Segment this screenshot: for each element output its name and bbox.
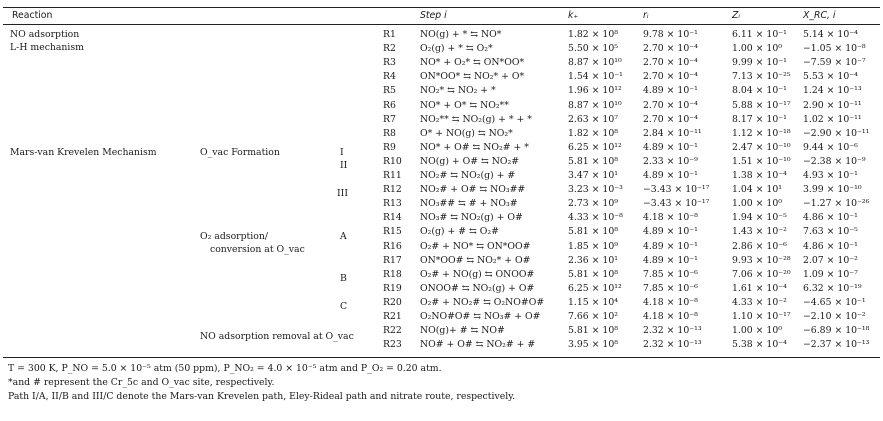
footnote-sites: *and # represent the Cr_5c and O_vac site, respectively. (8, 377, 275, 388)
row-ri: 4.18 × 10⁻⁸ (643, 311, 698, 322)
row-kplus: 7.66 × 10² (568, 311, 618, 322)
row-xrc: 4.93 × 10⁻¹ (803, 170, 858, 181)
row-ri: 9.78 × 10⁻¹ (643, 29, 698, 40)
row-ri: 4.18 × 10⁻⁸ (643, 212, 698, 224)
row-step: NO* + O* ⇆ NO₂** (420, 99, 509, 111)
row-kplus: 5.50 × 10⁵ (568, 43, 618, 55)
row-ri: 2.70 × 10⁻⁴ (643, 43, 698, 55)
path-III: III (337, 188, 349, 199)
row-id: R4 (383, 71, 396, 83)
row-id: R20 (383, 296, 402, 308)
row-ri: 7.85 × 10⁻⁶ (643, 268, 698, 280)
row-kplus: 1.82 × 10⁸ (568, 29, 618, 40)
row-step: NO₂# + O# ⇆ NO₃## (420, 184, 526, 196)
path-II: II (340, 160, 348, 171)
row-kplus: 6.25 × 10¹² (568, 282, 622, 294)
row-step: NO# + O# ⇆ NO₂# + # (420, 339, 536, 351)
row-zi: 4.33 × 10⁻² (732, 296, 787, 308)
row-step: O₂(g) + * ⇆ O₂* (420, 43, 493, 55)
row-id: R9 (383, 141, 396, 153)
row-xrc: −2.37 × 10⁻¹³ (803, 339, 870, 351)
row-xrc: −1.27 × 10⁻²⁶ (803, 198, 870, 210)
row-kplus: 1.96 × 10¹² (568, 85, 622, 97)
row-ri: 7.85 × 10⁻⁶ (643, 282, 698, 294)
row-ri: 2.84 × 10⁻¹¹ (643, 127, 702, 139)
row-id: R7 (383, 113, 396, 125)
footnote-paths: Path I/A, II/B and III/C denote the Mars-van Krevelen path, Eley-Rideal path and nitrate route, respectively. (8, 391, 516, 402)
row-kplus: 2.63 × 10⁷ (568, 113, 618, 125)
row-id: R13 (383, 198, 402, 210)
row-step: NO* + O₂* ⇆ ON*OO* (420, 57, 525, 69)
header-kplus: k₊ (568, 10, 579, 21)
row-xrc: 3.99 × 10⁻¹⁰ (803, 184, 862, 196)
row-zi: 7.06 × 10⁻²⁰ (732, 268, 791, 280)
row-ri: 4.89 × 10⁻¹ (643, 170, 698, 181)
row-ri: 4.89 × 10⁻¹ (643, 254, 698, 266)
row-zi: 1.00 × 10⁰ (732, 43, 782, 55)
row-step: NO(g)+ # ⇆ NO# (420, 325, 505, 337)
row-id: R5 (383, 85, 396, 97)
row-ri: −3.43 × 10⁻¹⁷ (643, 184, 710, 196)
row-ri: 2.33 × 10⁻⁹ (643, 155, 698, 167)
row-kplus: 3.95 × 10⁸ (568, 339, 618, 351)
row-xrc: 1.02 × 10⁻¹¹ (803, 113, 862, 125)
row-zi: 1.10 × 10⁻¹⁷ (732, 311, 791, 322)
path-B: B (340, 273, 347, 284)
header-reaction: Reaction (12, 10, 53, 21)
row-step: O* + NO(g) ⇆ NO₂* (420, 127, 513, 139)
row-kplus: 1.15 × 10⁴ (568, 296, 618, 308)
header-zi: Zᵢ (732, 10, 741, 21)
row-kplus: 1.82 × 10⁸ (568, 127, 618, 139)
row-xrc: 4.86 × 10⁻¹ (803, 212, 858, 224)
row-step: O₂# + NO₂# ⇆ O₂NO#O# (420, 296, 545, 308)
row-xrc: 6.32 × 10⁻¹⁹ (803, 282, 862, 294)
row-id: R15 (383, 226, 402, 238)
row-id: R16 (383, 240, 402, 252)
path-C: C (340, 301, 348, 312)
path-A: A (340, 231, 347, 242)
row-xrc: −6.89 × 10⁻¹⁸ (803, 325, 870, 337)
row-zi: 1.00 × 10⁰ (732, 198, 782, 210)
row-zi: 1.04 × 10¹ (732, 184, 782, 196)
row-step: O₂(g) + # ⇆ O₂# (420, 226, 499, 238)
section-o2-conversion: conversion at O_vac (210, 244, 305, 255)
row-ri: 4.89 × 10⁻¹ (643, 141, 698, 153)
row-kplus: 3.47 × 10¹ (568, 170, 618, 181)
row-id: R22 (383, 325, 402, 337)
row-id: R21 (383, 311, 402, 322)
row-ri: 2.32 × 10⁻¹³ (643, 339, 702, 351)
header-step: Step i (420, 10, 447, 21)
row-id: R6 (383, 99, 396, 111)
path-I: I (340, 147, 344, 158)
row-xrc: 5.53 × 10⁻⁴ (803, 71, 858, 83)
row-xrc: 5.14 × 10⁻⁴ (803, 29, 858, 40)
row-step: ON*OO# ⇆ NO₂* + O# (420, 254, 531, 266)
header-xrc: X_RC, i (803, 10, 836, 21)
row-id: R3 (383, 57, 396, 69)
row-xrc: 1.09 × 10⁻⁷ (803, 268, 858, 280)
row-id: R17 (383, 254, 402, 266)
row-zi: 9.93 × 10⁻²⁸ (732, 254, 791, 266)
row-id: R11 (383, 170, 402, 181)
row-step: ONOO# ⇆ NO₂(g) + O# (420, 282, 535, 294)
row-xrc: 2.07 × 10⁻² (803, 254, 858, 266)
row-zi: 8.04 × 10⁻¹ (732, 85, 787, 97)
row-kplus: 8.87 × 10¹⁰ (568, 57, 622, 69)
row-step: O₂# + NO* ⇆ ON*OO# (420, 240, 531, 252)
bottom-rule (3, 357, 880, 358)
row-kplus: 1.54 × 10⁻¹ (568, 71, 623, 83)
row-ri: 4.18 × 10⁻⁸ (643, 296, 698, 308)
row-ri: 4.89 × 10⁻¹ (643, 226, 698, 238)
row-xrc: 1.24 × 10⁻¹³ (803, 85, 862, 97)
row-zi: 1.43 × 10⁻² (732, 226, 787, 238)
row-id: R14 (383, 212, 402, 224)
row-ri: 4.89 × 10⁻¹ (643, 85, 698, 97)
header-rule (3, 24, 880, 25)
group-lh-mechanism: L-H mechanism (10, 42, 84, 53)
row-step: NO₂** ⇆ NO₂(g) + * + * (420, 113, 532, 125)
row-step: NO₃# ⇆ NO₂(g) + O# (420, 212, 523, 224)
row-kplus: 2.36 × 10¹ (568, 254, 618, 266)
row-xrc: −4.65 × 10⁻¹ (803, 296, 866, 308)
row-step: O₂NO#O# ⇆ NO₃# + O# (420, 311, 541, 322)
row-id: R23 (383, 339, 402, 351)
row-zi: 1.51 × 10⁻¹⁰ (732, 155, 791, 167)
row-step: O₂# + NO(g) ⇆ ONOO# (420, 268, 535, 280)
row-step: NO₂* ⇆ NO₂ + * (420, 85, 496, 97)
row-xrc: 4.86 × 10⁻¹ (803, 240, 858, 252)
row-kplus: 5.81 × 10⁸ (568, 155, 618, 167)
footnote-conditions: T = 300 K, P_NO = 5.0 × 10⁻⁵ atm (50 ppm), P_NO₂ = 4.0 × 10⁻⁵ atm and P_O₂ = 0.20 atm. (8, 363, 442, 374)
row-step: NO(g) + O# ⇆ NO₂# (420, 155, 520, 167)
row-kplus: 1.85 × 10⁹ (568, 240, 618, 252)
row-step: NO₂# ⇆ NO₂(g) + # (420, 170, 516, 181)
row-ri: 2.70 × 10⁻⁴ (643, 71, 698, 83)
group-no-adsorption: NO adsorption (10, 29, 80, 40)
row-step: ON*OO* ⇆ NO₂* + O* (420, 71, 525, 83)
row-id: R18 (383, 268, 402, 280)
row-zi: 1.94 × 10⁻⁵ (732, 212, 787, 224)
row-ri: 2.70 × 10⁻⁴ (643, 57, 698, 69)
row-step: NO* + O# ⇆ NO₂# + * (420, 141, 529, 153)
row-step: NO₃## ⇆ # + NO₃# (420, 198, 518, 210)
row-zi: 8.17 × 10⁻¹ (732, 113, 787, 125)
row-kplus: 4.33 × 10⁻⁸ (568, 212, 623, 224)
section-o2-adsorption: O₂ adsorption/ (200, 231, 268, 242)
row-xrc: 2.90 × 10⁻¹¹ (803, 99, 862, 111)
row-ri: −3.43 × 10⁻¹⁷ (643, 198, 710, 210)
row-zi: 1.61 × 10⁻⁴ (732, 282, 787, 294)
row-ri: 4.89 × 10⁻¹ (643, 240, 698, 252)
row-zi: 5.38 × 10⁻⁴ (732, 339, 787, 351)
row-kplus: 6.25 × 10¹² (568, 141, 622, 153)
row-kplus: 8.87 × 10¹⁰ (568, 99, 622, 111)
row-xrc: −1.05 × 10⁻⁸ (803, 43, 866, 55)
row-ri: 2.70 × 10⁻⁴ (643, 99, 698, 111)
row-xrc: 7.63 × 10⁻⁵ (803, 226, 858, 238)
row-xrc: −2.90 × 10⁻¹¹ (803, 127, 870, 139)
section-ovac-formation: O_vac Formation (200, 147, 280, 158)
row-ri: 2.32 × 10⁻¹³ (643, 325, 702, 337)
row-zi: 6.11 × 10⁻¹ (732, 29, 787, 40)
row-kplus: 2.73 × 10⁹ (568, 198, 618, 210)
row-step: NO(g) + * ⇆ NO* (420, 29, 502, 40)
row-id: R12 (383, 184, 402, 196)
row-kplus: 5.81 × 10⁸ (568, 226, 618, 238)
row-id: R2 (383, 43, 396, 55)
row-kplus: 5.81 × 10⁸ (568, 268, 618, 280)
row-kplus: 5.81 × 10⁸ (568, 325, 618, 337)
group-mvk-mechanism: Mars-van Krevelen Mechanism (10, 147, 157, 158)
row-zi: 2.47 × 10⁻¹⁰ (732, 141, 791, 153)
row-zi: 1.00 × 10⁰ (732, 325, 782, 337)
row-zi: 2.86 × 10⁻⁶ (732, 240, 787, 252)
row-id: R8 (383, 127, 396, 139)
row-xrc: −2.38 × 10⁻⁹ (803, 155, 866, 167)
row-xrc: −7.59 × 10⁻⁷ (803, 57, 866, 69)
row-zi: 5.88 × 10⁻¹⁷ (732, 99, 791, 111)
row-kplus: 3.23 × 10⁻³ (568, 184, 623, 196)
row-xrc: 9.44 × 10⁻⁶ (803, 141, 858, 153)
row-id: R19 (383, 282, 402, 294)
row-ri: 2.70 × 10⁻⁴ (643, 113, 698, 125)
row-xrc: −2.10 × 10⁻² (803, 311, 866, 322)
row-id: R10 (383, 155, 402, 167)
row-zi: 1.38 × 10⁻⁴ (732, 170, 787, 181)
row-id: R1 (383, 29, 396, 40)
top-rule (3, 7, 880, 8)
section-no-adsorption-removal: NO adsorption removal at O_vac (200, 331, 354, 342)
row-zi: 9.99 × 10⁻¹ (732, 57, 787, 69)
row-zi: 1.12 × 10⁻¹⁸ (732, 127, 791, 139)
row-zi: 7.13 × 10⁻²⁵ (732, 71, 791, 83)
header-ri: rᵢ (643, 10, 649, 21)
